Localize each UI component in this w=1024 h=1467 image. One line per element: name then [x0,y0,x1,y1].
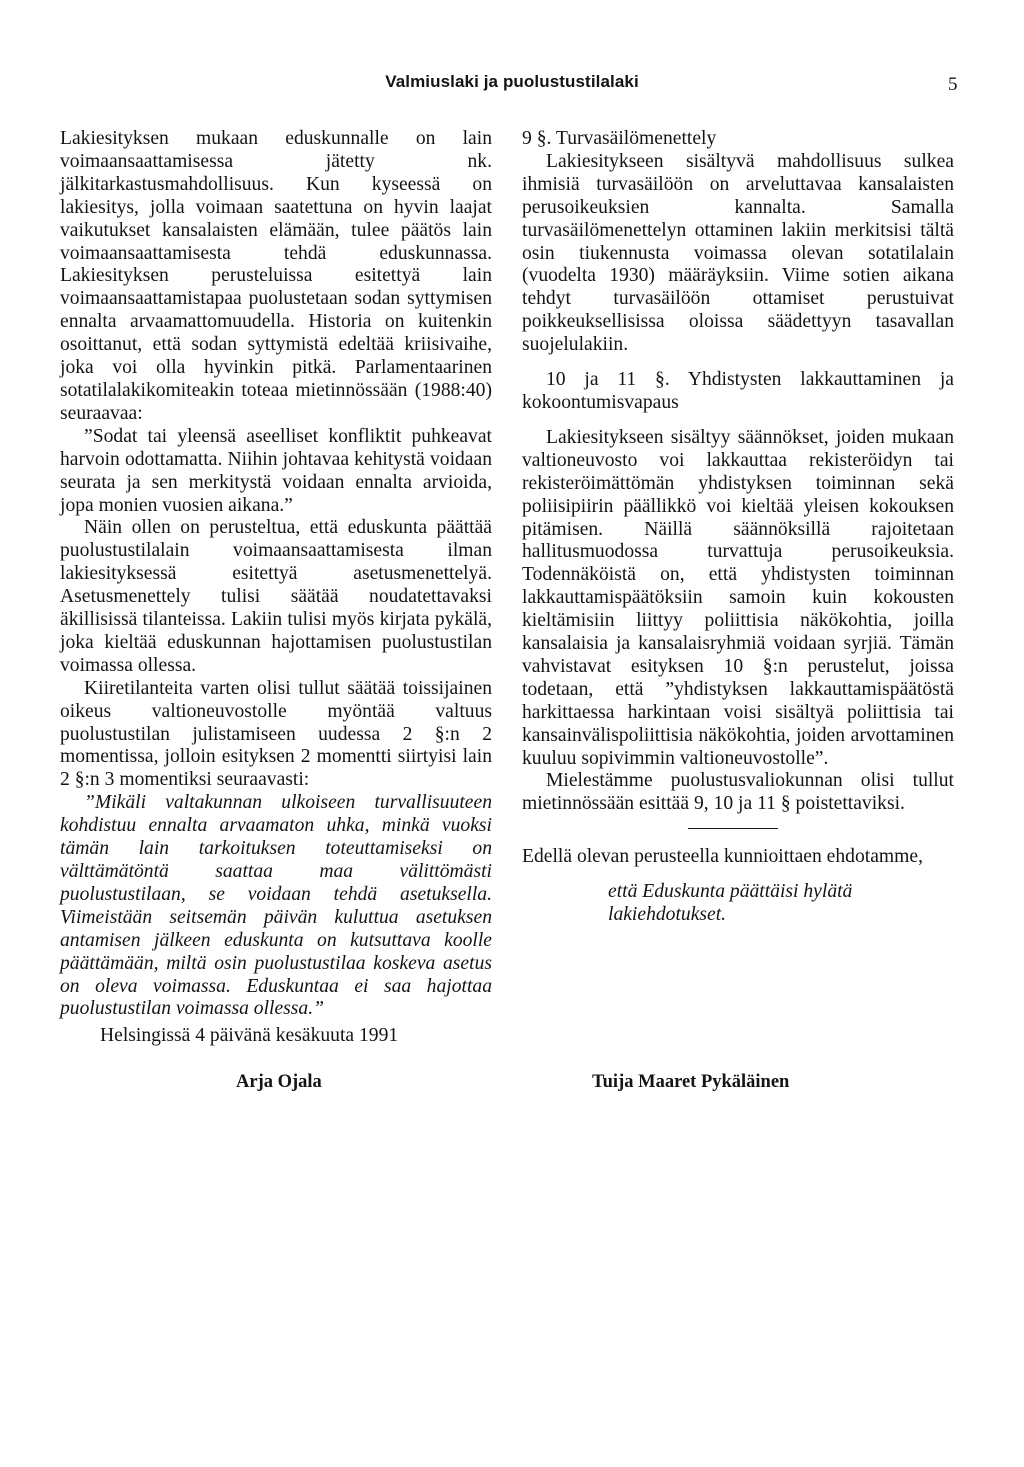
signing-date: Helsingissä 4 päivänä kesäkuuta 1991 [100,1025,399,1046]
signature-arja-ojala: Arja Ojala [236,1072,322,1092]
paragraph-parliament-decision: Näin ollen on perusteltua, että eduskunta päättää puolustustilalain voimaansaattamisesta ilman lakiesityksessä esitettyä asetusmenettelyä. Asetusmenettely tulisi säätää noudatettavaksi äkillisissä tilanteissa. Lakiin tulisi myös kirjata pykälä, joka kieltää eduskunnan hajottamisen puolustustilan voimassa ollessa. [60,517,492,676]
running-header-title: Valmiuslaki ja puolustustilalaki [385,72,639,91]
section-10-11-text: Lakiesitykseen sisältyy säännökset, joiden mukaan valtioneuvosto voi lakkauttaa rekisteröidyn tai rekisteröimättömän yhdistyksen toiminnan sekä poliisipiirin päällikkö voi kieltää yleisen kokouksen pitämisen. Näillä säännöksillä rajoitetaan hallitusmuodossa turvattuja perusoikeuksia. Todennäköistä on, että yhdistysten toiminnan lakkauttamispäätöksiin samoin kuin kokousten kieltämisiin liittyy poliittisia näkökohtia, joilla kansalaisia ja kansalaisryhmiä voidaan syrjiä. Tämän vahvistavat esityksen 10 §:n perustelut, joissa todetaan, että ”yhdistyksen lakkauttamispäätöstä harkittaessa harkintaan voisi sisältyä poliittisia tai kansainvälispoliittisia näkökohtia, joiden arvottaminen kuuluu sopivimmin valtioneuvostolle”. [522,426,954,769]
section-9-text: Lakiesitykseen sisältyvä mahdollisuus sulkea ihmisiä turvasäilöön on arveluttavaa kansalaisten perusoikeuksien kannalta. Samalla turvasäilömenettelyn ottaminen lakiin merkitsisi tältä osin tiukennusta voimassa olevan sotatilalain (vuodelta 1930) määräyksiin. Viime sotien aikana tehdyt turvasäilöön ottamiset perustuivat poikkeuksellisissa oloissa säädettyyn tasavallan suojelulakiin. [522,150,954,356]
left-column [60,128,492,1021]
signoff-text: Edellä olevan perusteella kunnioittaen ehdotamme, [522,846,923,868]
proposal-text: että Eduskunta päättäisi hylätä lakiehdotukset. [608,881,853,926]
divider [522,816,954,846]
paragraph-legislative-review: Lakiesityksen mukaan eduskunnalle on lain voimaansaattamisessa jätetty nk. jälkitarkastusmahdollisuus. Kun kyseessä on lakiesitys, jolla voimaan saatettuna on hyvin laajat vaikutukset kansalaisten elämään, tulee päätös lain voimaansaattamisesta tehdä eduskunnassa. Lakiesityksen perusteluissa esitettyä lain voimaansaattamistapaa puolustetaan sodan syttymisen ennalta arvaamattomuudella. Historia on kuitenkin osoittanut, että sodan syttymistä edeltää kriisivaihe, joka voi olla hyvinkin pitkä. Parlamentaarinen sotatilalakikomiteakin toteaa mietinnössään (1988:40) seuraavaa: [60,128,492,424]
proposed-law-text: ”Mikäli valtakunnan ulkoiseen turvallisuuteen kohdistuu ennalta arvaamaton uhka, minkä vuoksi tämän lain tarkoituksen toteuttamiseksi on välttämätöntä saattaa maa välittömästi puolustustilaan, se voidaan tehdä asetuksella. Viimeistään seitsemän päivän kuluttua asetuksen antamisen jälkeen eduskunta on kutsuttava koolle päättämään, miltä osin puolustustilaa koskeva asetus on oleva voimassa. Eduskuntaa ei saa hajottaa puolustustilan voimassa ollessa.” [60,792,492,1020]
page-number: 5 [948,74,958,95]
signature-tuija-pykalainen: Tuija Maaret Pykäläinen [592,1072,790,1092]
conclusion-paragraph: Mielestämme puolustusvaliokunnan olisi tullut mietinnössään esittää 9, 10 ja 11 § poistettaviksi. [522,770,954,815]
committee-quote: ”Sodat tai yleensä aseelliset konfliktit puhkeavat harvoin odottamatta. Niihin johtavaa kehitystä voidaan seurata ja sen merkitystä voidaan ennalta arvioida, jopa monien vuosien aikana.” [60,425,492,516]
section-9-heading: 9 §. Turvasäilömenettely [522,128,717,149]
right-column [522,128,954,927]
paragraph-urgent-situations: Kiiretilanteita varten olisi tullut säätää toissijainen oikeus valtioneuvostolle myöntää valtuus puolustustilan julistamiseen uudessa 2 §:n 2 momentissa, jolloin esityksen 2 momentti siirtyisi lain 2 §:n 3 momentiksi seuraavasti: [60,677,492,791]
section-10-11-heading: 10 ja 11 §. Yhdistysten lakkauttaminen ja kokoontumisvapaus [522,369,954,413]
